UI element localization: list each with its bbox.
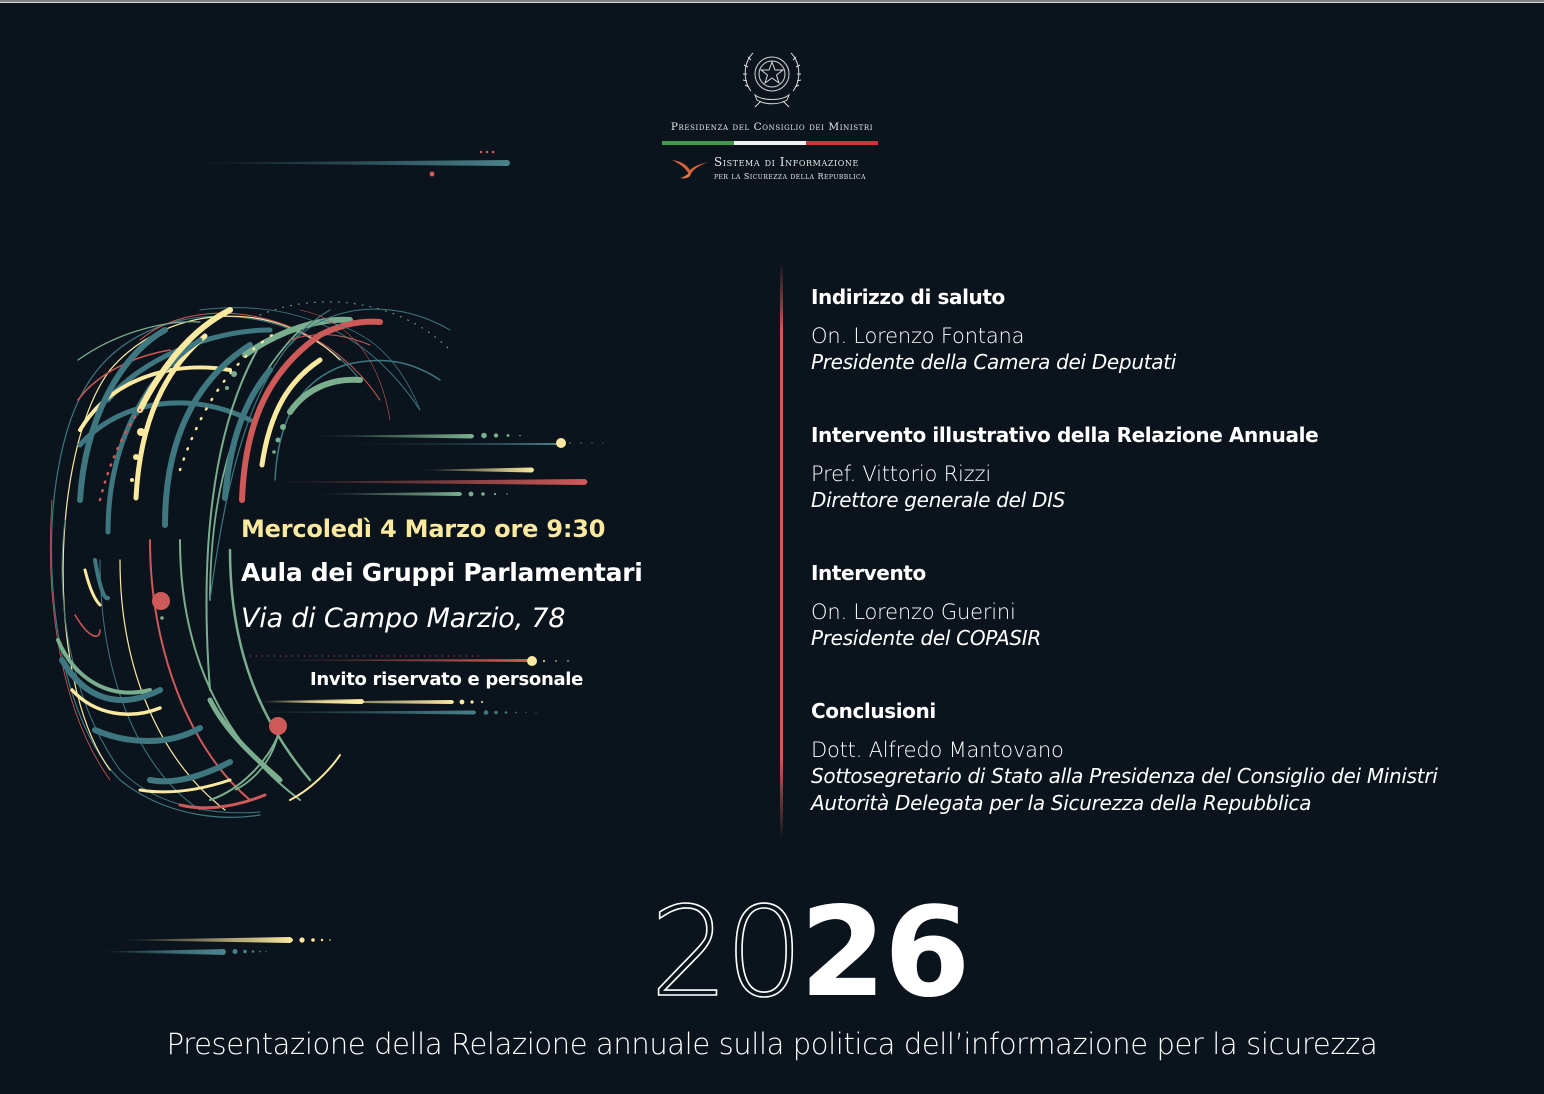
program-item [811, 284, 1176, 376]
window-top-highlight [0, 2, 1544, 3]
program-item [811, 698, 1438, 817]
speaker-name: Pref. Vittorio Rizzi [811, 462, 991, 486]
top-streak [178, 151, 510, 177]
tricolor-bar [662, 141, 878, 145]
event-venue: Aula dei Gruppi Parlamentari [241, 558, 643, 587]
speaker-name: Dott. Alfredo Mantovano [811, 738, 1064, 762]
mid-streaks [255, 433, 604, 497]
bottom-streak [98, 937, 331, 955]
institution-name: Presidenza del Consiglio dei Ministri [670, 121, 874, 133]
speaker-role: Sottosegretario di Stato alla Presidenza del Consiglio dei Ministri [811, 764, 1438, 788]
speaker-name: On. Lorenzo Fontana [811, 324, 1025, 348]
event-date-time: Mercoledì 4 Marzo ore 9:30 [241, 515, 606, 543]
speaker-role: Direttore generale del DIS [811, 488, 1066, 512]
agency-name-line1: Sistema di Informazione [714, 155, 859, 169]
program-heading: Intervento illustrativo della Relazione Annuale [811, 423, 1319, 447]
program-item [811, 560, 1041, 652]
program-item [811, 422, 1318, 514]
speaker-role: Presidente del COPASIR [811, 626, 1042, 650]
speaker-name: On. Lorenzo Guerini [811, 600, 1016, 624]
sis-bird-logo-icon [670, 156, 710, 180]
vertical-divider [780, 262, 783, 840]
speaker-role: Presidente della Camera dei Deputati [811, 350, 1177, 374]
event-year [650, 881, 969, 1025]
speaker-role: Autorità Delegata per la Sicurezza della Repubblica [811, 791, 1312, 815]
program-heading: Indirizzo di saluto [811, 285, 1005, 309]
program-heading: Conclusioni [811, 699, 936, 723]
year-prefix: 20 [650, 881, 800, 1025]
event-subtitle: Presentazione della Relazione annuale sulla politica dell’informazione per la sicurezza [166, 1027, 1378, 1061]
agency-name-line2: per la Sicurezza della Repubblica [714, 172, 866, 181]
invite-note: Invito riservato e personale [310, 669, 584, 690]
year-suffix: 26 [799, 881, 969, 1025]
italian-republic-emblem-icon [741, 43, 803, 109]
program-heading: Intervento [811, 561, 926, 585]
event-address: Via di Campo Marzio, 78 [241, 603, 566, 634]
